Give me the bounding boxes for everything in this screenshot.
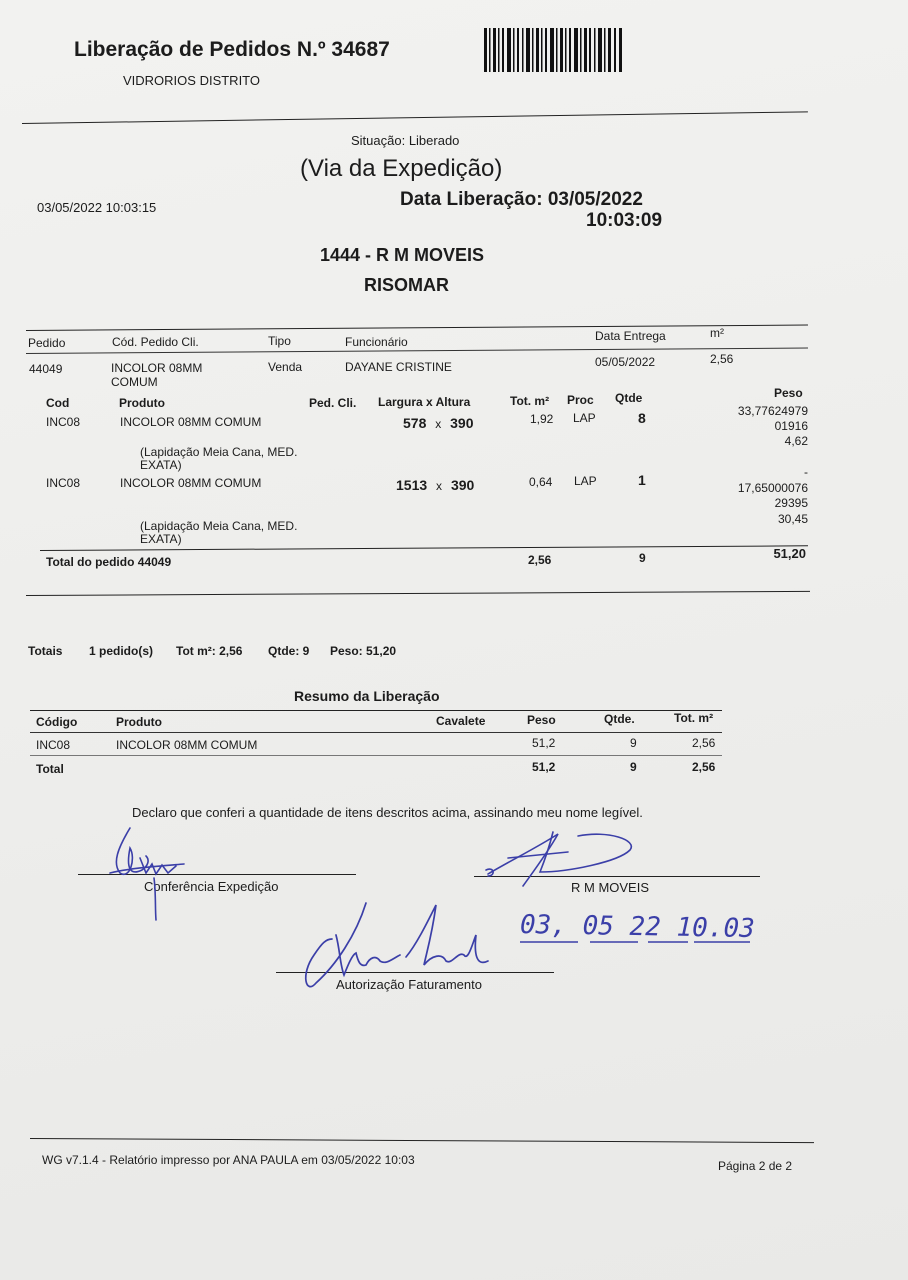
item-peso-line1: 33,77624979: [737, 404, 808, 418]
order-total-m2: 2,56: [528, 553, 552, 567]
item-peso-line1: 17,65000076: [737, 481, 808, 495]
summary-col-tot-m2: Tot. m²: [674, 711, 714, 725]
footer-line: [30, 1138, 814, 1143]
order-tipo: Venda: [268, 360, 303, 374]
items-col-produto: Produto: [119, 396, 165, 410]
signature-autorizacao-scribble: [296, 895, 506, 1005]
summary-peso: 51,2: [532, 736, 556, 750]
signature-label-client: R M MOVEIS: [571, 880, 650, 895]
handwritten-date-underline: [518, 938, 758, 946]
item-peso-line2: 01916: [774, 419, 808, 433]
col-pedido: Pedido: [28, 336, 66, 350]
release-time: 10:03:09: [586, 210, 663, 231]
item-dims: [396, 477, 474, 493]
order-total-peso-wrap: [700, 546, 806, 561]
item-proc: LAP: [574, 474, 597, 488]
item-x: x: [435, 417, 442, 431]
item-tot-m2: 0,64: [529, 475, 553, 489]
summary-codigo: INC08: [36, 738, 71, 752]
order-pedido: 44049: [29, 362, 63, 376]
item-peso-line0: -: [804, 465, 808, 479]
col-tipo: Tipo: [268, 334, 291, 348]
item-altura: 390: [450, 477, 475, 493]
item-produto: INCOLOR 08MM COMUM: [120, 415, 262, 429]
signature-label-conferencia: Conferência Expedição: [144, 879, 279, 894]
summary-total-m2: 2,56: [692, 760, 716, 774]
item-note-line1: (Lapidação Meia Cana, MED.: [140, 519, 298, 533]
summary-top-line: [30, 710, 722, 711]
summary-row-line: [30, 755, 722, 756]
summary-title: Resumo da Liberação: [294, 688, 440, 704]
summary-col-codigo: Código: [36, 715, 78, 729]
items-col-peso: Peso: [774, 386, 803, 400]
item-peso-line2: 29395: [774, 496, 808, 510]
summary-col-cavalete: Cavalete: [436, 714, 486, 728]
summary-col-peso: Peso: [527, 713, 556, 727]
items-col-proc: Proc: [567, 393, 594, 407]
document-title: Liberação de Pedidos N.º 34687: [74, 38, 390, 61]
col-funcionario: Funcionário: [345, 335, 408, 349]
col-cod-pedido-cli: Cód. Pedido Cli.: [112, 335, 199, 349]
totals-peso: Peso: 51,20: [330, 644, 397, 658]
item-altura: 390: [450, 415, 474, 431]
handwritten-date: 03, 05 22 10.03: [519, 909, 756, 945]
printed-datetime: 03/05/2022 10:03:15: [37, 200, 157, 215]
summary-produto: INCOLOR 08MM COMUM: [116, 738, 258, 752]
order-cod-pedido-cli: INCOLOR 08MM COMUM: [111, 361, 203, 389]
totals-qtde: Qtde: 9: [268, 644, 310, 658]
items-col-qtde: Qtde: [615, 391, 643, 405]
summary-total-label: Total: [36, 762, 64, 776]
item-peso-line3: 30,45: [777, 512, 808, 526]
summary-header-line: [30, 732, 722, 733]
items-col-ped-cli: Ped. Cli.: [309, 396, 357, 410]
item-qtde: 8: [638, 410, 646, 426]
summary-total-peso: 51,2: [532, 760, 556, 774]
item-proc: LAP: [573, 411, 596, 425]
summary-col-qtde: Qtde.: [604, 712, 635, 726]
release-date: [400, 189, 643, 211]
item-peso-line3: 4,62: [784, 434, 808, 448]
totals-m2: Tot m²: 2,56: [176, 644, 243, 658]
company-name: VIDRORIOS DISTRITO: [123, 73, 260, 88]
col-m2: m²: [710, 326, 724, 340]
release-date-value: 03/05/2022: [547, 189, 643, 210]
item-tot-m2: 1,92: [530, 412, 554, 426]
summary-tot-m2: 2,56: [692, 736, 716, 750]
order-funcionario: DAYANE CRISTINE: [345, 360, 452, 374]
item-note-line1: (Lapidação Meia Cana, MED.: [140, 445, 298, 459]
signature-label-autorizacao: Autorização Faturamento: [336, 977, 482, 992]
client-subname: RISOMAR: [364, 275, 449, 295]
summary-col-produto: Produto: [116, 715, 162, 729]
item-largura: 1513: [396, 477, 428, 493]
release-label: Data Liberação:: [400, 189, 543, 210]
summary-total-qtde: 9: [630, 760, 637, 774]
order-block-bottom-line: [26, 591, 810, 596]
status-label: Situação: Liberado: [351, 133, 460, 148]
item-note-line2: EXATA): [140, 458, 182, 472]
item-dims: [403, 415, 474, 431]
header-divider: [22, 111, 808, 124]
totals-label: Totais: [28, 644, 63, 658]
order-data-entrega: 05/05/2022: [595, 355, 656, 369]
summary-qtde: 9: [630, 736, 637, 750]
signature-client-scribble: [478, 822, 648, 892]
declaration-text: Declaro que conferi a quantidade de itens descritos acima, assinando meu nome legível.: [132, 805, 643, 820]
order-total-label: Total do pedido 44049: [46, 555, 172, 569]
order-total-peso: 51,20: [773, 546, 806, 561]
barcode-icon: [484, 28, 624, 72]
item-largura: 578: [403, 415, 427, 431]
items-col-dims: Largura x Altura: [378, 395, 471, 409]
item-qtde: 1: [638, 472, 646, 488]
order-total-qtde: 9: [639, 551, 646, 565]
signature-conferencia-scribble: [100, 818, 200, 928]
item-produto: INCOLOR 08MM COMUM: [120, 476, 262, 490]
client-name: 1444 - R M MOVEIS: [320, 245, 485, 265]
item-x: x: [436, 479, 443, 493]
items-col-tot-m2: Tot. m²: [510, 394, 550, 408]
item-cod: INC08: [46, 415, 81, 429]
via-label: (Via da Expedição): [300, 155, 503, 182]
item-cod: INC08: [46, 476, 81, 490]
order-total-line: [40, 545, 808, 551]
footer-left: WG v7.1.4 - Relatório impresso por ANA PAULA em 03/05/2022 10:03: [42, 1153, 415, 1167]
totals-pedidos: 1 pedido(s): [89, 644, 154, 658]
order-table-top-line: [26, 325, 808, 331]
items-col-cod: Cod: [46, 396, 70, 410]
order-m2: 2,56: [710, 352, 734, 366]
footer-page: Página 2 de 2: [718, 1159, 793, 1173]
col-data-entrega: Data Entrega: [595, 329, 666, 343]
item-note-line2: EXATA): [140, 532, 182, 546]
